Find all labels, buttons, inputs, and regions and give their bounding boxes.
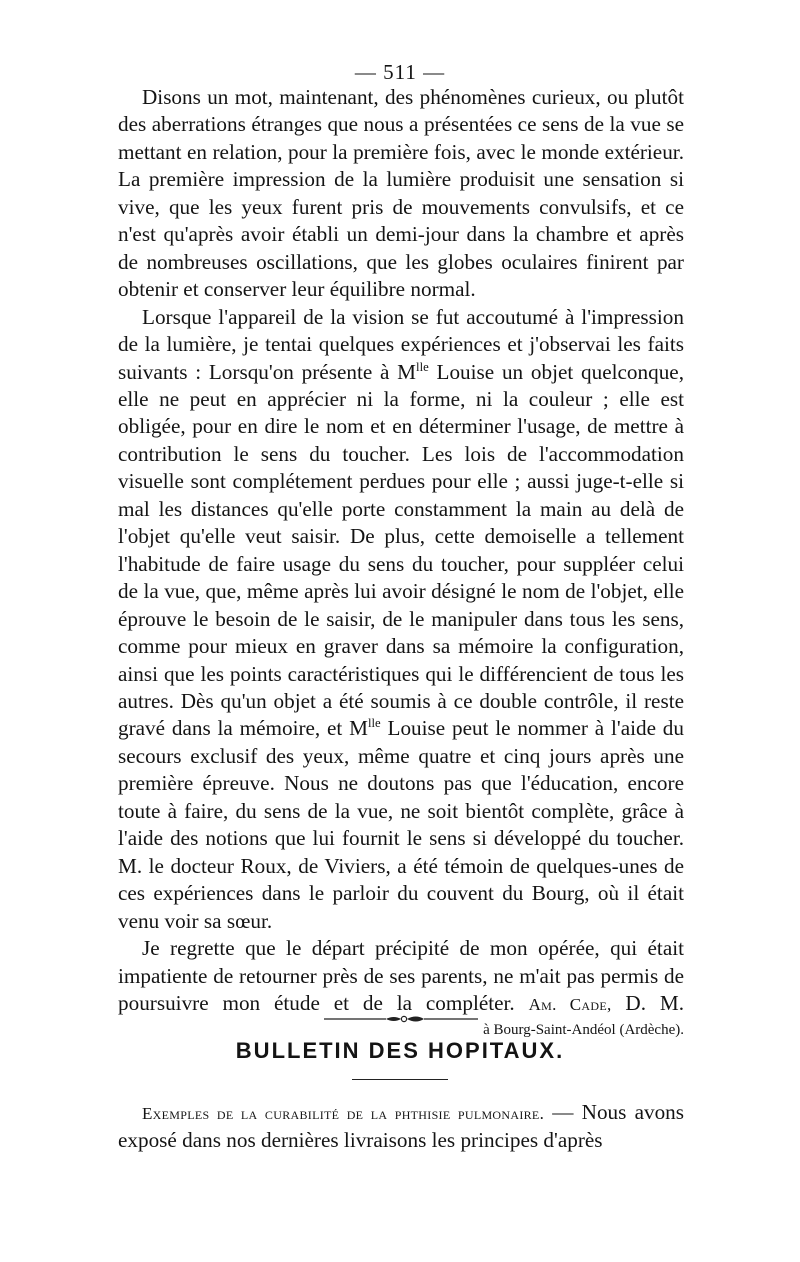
author-name: Am. Cade, xyxy=(528,994,612,1014)
superscript-abbrev: lle xyxy=(367,716,381,731)
bulletin-section xyxy=(118,1099,684,1154)
paragraph-text: Louise un objet quelconque, elle ne peut en apprécier ni la forme, ni la couleur ; elle est obligée, pour en dire le nom et en déterminer l'usage, de mettre à contribution le sens du toucher. Les lois de l'accommodation visuelle sont complétement perdues pour elle ; aussi juge-t-elle si mal les distances qu'elle porte constamment la main au delà de l'objet qu'elle veut saisir. De plus, cette demoiselle a tellement l'habitude de faire usage du sens du toucher, pour suppléer celui de la vue, que, même après lui avoir désigné le nom de l'objet, elle éprouve le besoin de le saisir, de le manipuler dans tous les sens, comme pour mieux en graver dans sa mémoire la configuration, ainsi que les points caractéristiques qui le différencient de tous les autres. Dès qu'un objet a été soumis à ce double contrôle, il reste gravé dans la mémoire, et M xyxy=(118,359,684,741)
paragraph-experiences xyxy=(118,304,684,935)
page-number: — 511 — xyxy=(354,60,446,84)
bulletin-title: BULLETIN DES HOPITAUX. xyxy=(235,1038,565,1063)
paragraph-text: Lorsque l'appareil de la vision se fut accoutumé à l'impression de la lumière, je tentai quelques expériences et j'observai les faits suivants : Lorsqu'on présente à M xyxy=(118,304,684,384)
author-location: à Bourg-Saint-Andéol (Ardèche). xyxy=(483,1022,684,1039)
paragraph-text: Je regrette que le départ précipité de mon opérée, qui était impatiente de retourner près de ses parents, ne m'ait pas permis de poursuivre mon étude et de la compléter. xyxy=(118,936,684,1015)
bulletin-paragraph xyxy=(118,1099,684,1154)
paragraph-text: Louise peut le nommer à l'aide du secours exclusif des yeux, même quatre et cinq jours après une première épreuve. Nous ne doutons pas que l'éducation, encore toute à faire, du sens de la vue, ne soit bientôt complète, grâce à l'aide des notions que lui fournit le sens si développé du toucher. M. le docteur Roux, de Viviers, a été témoin de quelques-unes de ces expériences dans le parloir du couvent du Bourg, où il était venu voir sa sœur. xyxy=(118,716,684,933)
paragraph-aberrations: Disons un mot, maintenant, des phénomènes curieux, ou plutôt des aberrations étranges que nous a présentées ce sens de la vue se mettant en relation, pour la première fois, avec le monde extérieur. La première impression de la lumière produisit une sensation si vive, que les yeux furent pris de mouvements convulsifs, et ce n'est qu'après avoir établi un demi-jour dans la chambre et après de nombreuses oscillations, que les globes oculaires finirent par obtenir et conserver leur équilibre normal. xyxy=(118,85,684,302)
superscript-abbrev: lle xyxy=(416,359,429,374)
paragraph-text: — Nous avons exposé dans nos dernières livraisons les principes d'après xyxy=(118,1100,685,1152)
author-title: D. M. xyxy=(625,990,684,1015)
section-heading: Exemples de la curabilité de la phthisie pulmonaire. xyxy=(142,1104,545,1123)
paragraph-conclusion xyxy=(118,935,684,1018)
article-body xyxy=(118,84,684,1041)
ornament-divider xyxy=(324,1012,478,1026)
title-rule xyxy=(352,1079,448,1080)
